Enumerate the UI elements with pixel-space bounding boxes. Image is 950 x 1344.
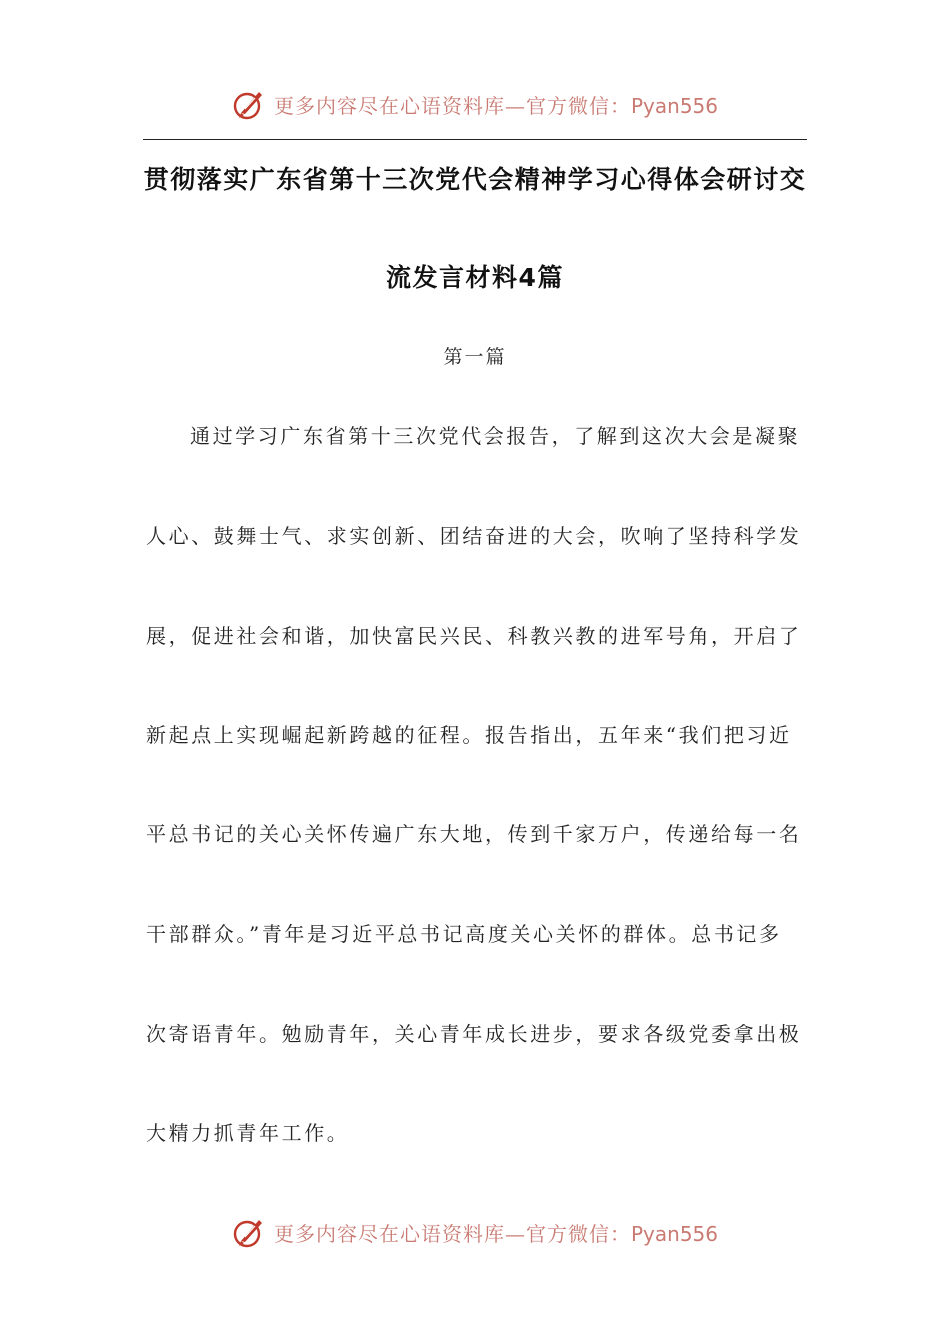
document-title-line-2: 流发言材料4篇 <box>386 263 564 292</box>
body-line-8: 大精力抓青年工作。 <box>146 1121 350 1145</box>
section-heading: 第一篇 <box>443 346 507 368</box>
quill-circle-logo-icon <box>232 87 266 121</box>
body-line-4: 新起点上实现崛起新跨越的征程。报告指出，五年来“我们把习近 <box>146 723 792 747</box>
header-watermark <box>0 82 950 126</box>
wechat-id: Pyan556 <box>630 93 718 118</box>
watermark-text: 更多内容尽在心语资料库—官方微信：Pyan556 <box>273 1221 718 1246</box>
wechat-id: Pyan556 <box>630 1221 718 1246</box>
body-line-7: 次寄语青年。勉励青年，关心青年成长进步，要求各级党委拿出极 <box>146 1022 802 1046</box>
quill-circle-logo-icon <box>232 1215 266 1249</box>
watermark-text: 更多内容尽在心语资料库—官方微信：Pyan556 <box>273 93 718 118</box>
body-line-6: 干部群众。”青年是习近平总书记高度关心关怀的群体。总书记多 <box>146 922 782 946</box>
footer-watermark <box>0 1210 950 1254</box>
document-title-line-1: 贯彻落实广东省第十三次党代会精神学习心得体会研讨交 <box>143 165 807 194</box>
body-line-2: 人心、鼓舞士气、求实创新、团结奋进的大会，吹响了坚持科学发 <box>146 524 802 548</box>
header-divider <box>143 139 807 140</box>
body-line-3: 展，促进社会和谐，加快富民兴民、科教兴教的进军号角，开启了 <box>146 624 802 648</box>
body-line-5: 平总书记的关心关怀传遍广东大地，传到千家万户，传递给每一名 <box>146 822 802 846</box>
body-line-1: 通过学习广东省第十三次党代会报告，了解到这次大会是凝聚 <box>190 424 801 448</box>
